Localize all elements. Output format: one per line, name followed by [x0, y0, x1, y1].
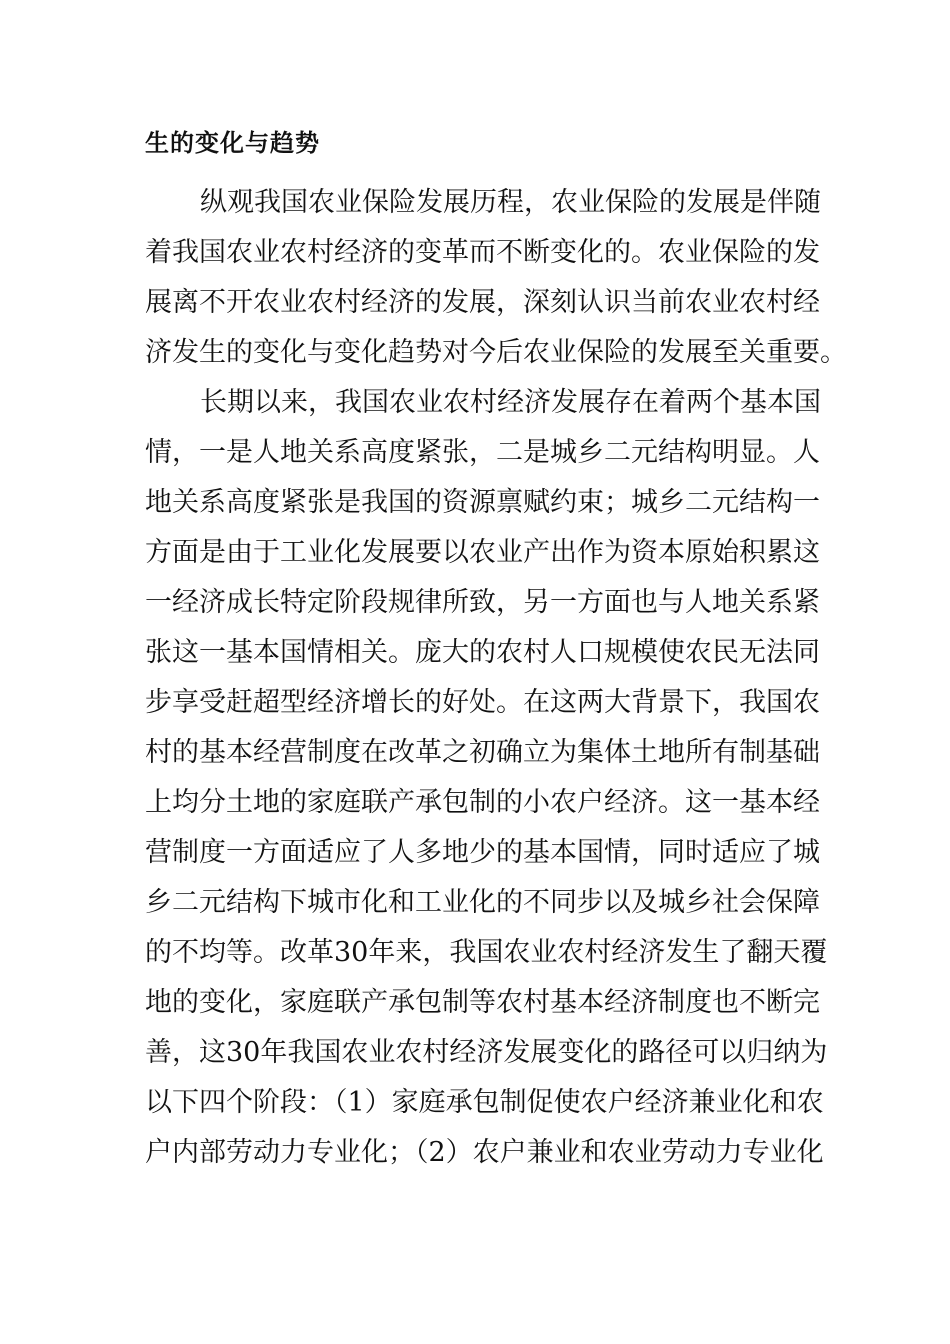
section-heading: 生的变化与趋势: [145, 128, 320, 157]
paragraph-line: 济发生的变化与变化趋势对今后农业保险的发展至关重要。: [145, 337, 847, 368]
paragraph-line: 着我国农业农村经济的变革而不断变化的。农业保险的发: [145, 237, 820, 268]
paragraph-line: 一经济成长特定阶段规律所致，另一方面也与人地关系紧: [145, 587, 820, 618]
paragraph-line: 营制度一方面适应了人多地少的基本国情，同时适应了城: [145, 837, 820, 868]
paragraph-line: 村的基本经营制度在改革之初确立为集体土地所有制基础: [145, 737, 820, 768]
paragraph-line: 步享受赶超型经济增长的好处。在这两大背景下，我国农: [145, 687, 820, 718]
paragraph-line: 地的变化，家庭联产承包制等农村基本经济制度也不断完: [145, 987, 820, 1018]
paragraph-line: 张这一基本国情相关。庞大的农村人口规模使农民无法同: [145, 637, 820, 668]
paragraph-line: 纵观我国农业保险发展历程，农业保险的发展是伴随: [200, 187, 821, 218]
paragraph-line: 户内部劳动力专业化；（2）农户兼业和农业劳动力专业化: [145, 1137, 824, 1168]
paragraph-line: 方面是由于工业化发展要以农业产出作为资本原始积累这: [145, 537, 820, 568]
paragraph-line: 善，这30年我国农业农村经济发展变化的路径可以归纳为: [145, 1037, 828, 1068]
paragraph-line: 情，一是人地关系高度紧张，二是城乡二元结构明显。人: [145, 437, 820, 468]
paragraph-line: 乡二元结构下城市化和工业化的不同步以及城乡社会保障: [145, 887, 820, 918]
paragraph-line: 长期以来，我国农业农村经济发展存在着两个基本国: [200, 387, 821, 418]
paragraph-line: 的不均等。改革30年来，我国农业农村经济发生了翻天覆: [145, 937, 828, 968]
paragraph-line: 上均分土地的家庭联产承包制的小农户经济。这一基本经: [145, 787, 820, 818]
paragraph-line: 地关系高度紧张是我国的资源禀赋约束；城乡二元结构一: [145, 487, 820, 518]
paragraph-line: 以下四个阶段：（1）家庭承包制促使农户经济兼业化和农: [145, 1087, 824, 1118]
paragraph-line: 展离不开农业农村经济的发展，深刻认识当前农业农村经: [145, 287, 820, 318]
